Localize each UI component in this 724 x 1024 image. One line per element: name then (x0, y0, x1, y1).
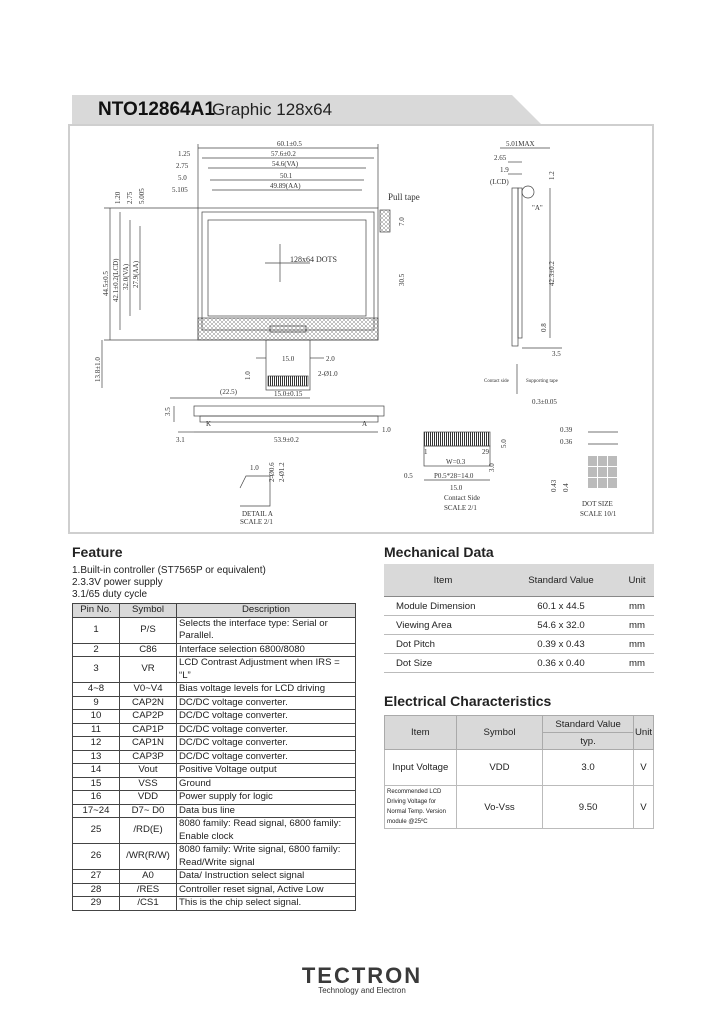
dot-dim-0: 0.39 (560, 426, 573, 434)
table-row (73, 883, 356, 897)
dim-vert-2: 5.005 (138, 188, 146, 204)
elec-header-symbol: Symbol (456, 716, 543, 750)
dim-3-1: 3.1 (176, 436, 185, 444)
front-view (102, 144, 390, 432)
pin-number: 1 (73, 617, 120, 643)
contact-pin-29: 29 (482, 448, 489, 456)
elec-header-typ: typ. (543, 733, 634, 750)
side-dim-9: 0.3±0.05 (532, 398, 557, 406)
supporting-tape-label: Supporting tape (526, 379, 558, 384)
elec-unit: V (633, 786, 653, 829)
electrical-table (384, 715, 654, 829)
dim-vert-0: 1.20 (114, 191, 122, 204)
table-row (73, 723, 356, 737)
table-row (73, 870, 356, 884)
pin-symbol: /RES (120, 883, 177, 897)
feature-item-3: 3.1/65 duty cycle (72, 589, 148, 600)
pin-number: 10 (73, 710, 120, 724)
pin-symbol: VSS (120, 777, 177, 791)
mech-header-unit: Unit (620, 564, 654, 597)
table-row (384, 654, 654, 673)
pin-description: Bias voltage levels for LCD driving (177, 683, 356, 697)
elec-header-unit: Unit (633, 716, 653, 750)
table-row (73, 818, 356, 844)
electrical-title: Electrical Characteristics (384, 693, 552, 709)
dim-1: 1.0 (244, 371, 252, 380)
table-row (73, 791, 356, 805)
table-row (73, 804, 356, 818)
pin-number: 29 (73, 897, 120, 911)
dim-top-4: 49.89(AA) (270, 182, 301, 190)
mech-value: 0.39 x 0.43 (502, 635, 620, 654)
mech-item: Module Dimension (384, 597, 502, 616)
dim-13: 13.8±1.0 (94, 357, 102, 382)
mech-item: Dot Size (384, 654, 502, 673)
mech-unit: mm (620, 616, 654, 635)
pin-symbol: VDD (120, 791, 177, 805)
pin-symbol: V0~V4 (120, 683, 177, 697)
pin-symbol: CAP2P (120, 710, 177, 724)
table-row (73, 683, 356, 697)
page-header (72, 95, 542, 125)
mech-item: Dot Pitch (384, 635, 502, 654)
pin-number: 12 (73, 737, 120, 751)
contact-3: 3.0 (488, 463, 496, 472)
mech-value: 0.36 x 0.40 (502, 654, 620, 673)
pin-description: DC/DC voltage converter. (177, 696, 356, 710)
elec-typ: 3.0 (543, 750, 634, 786)
dot-size-label: DOT SIZE (582, 500, 613, 508)
side-dim-3: (LCD) (490, 178, 509, 186)
dot-dim-2: 0.43 (550, 479, 558, 492)
pin-number: 28 (73, 883, 120, 897)
dim-30: 30.5 (398, 273, 406, 286)
pin-number: 17~24 (73, 804, 120, 818)
dot-size-graphic (588, 432, 618, 444)
pin-description: 8080 family: Write signal, 6800 family: Read/Write signal (177, 844, 356, 870)
pin-description: DC/DC voltage converter. (177, 710, 356, 724)
drawing-svg (70, 126, 652, 532)
dim-15: 15.0 (282, 355, 295, 363)
elec-typ: 9.50 (543, 786, 634, 829)
table-row (384, 616, 654, 635)
dim-top-2: 54.6(VA) (272, 160, 299, 168)
side-dim-0: 5.01MAX (506, 140, 535, 148)
table-row (73, 777, 356, 791)
mechanical-table-body (384, 597, 654, 673)
detail-a-scale: SCALE 2/1 (240, 518, 273, 526)
pin-number: 9 (73, 696, 120, 710)
side-dim-7: 0.8 (540, 323, 548, 332)
mechanical-table (384, 564, 654, 673)
table-row (73, 844, 356, 870)
pin-description: DC/DC voltage converter. (177, 737, 356, 751)
feature-item-1: 1.Built-in controller (ST7565P or equivalent) (72, 565, 266, 576)
model-number: NTO12864A1 (98, 99, 215, 120)
table-row (73, 643, 356, 657)
table-row (73, 617, 356, 643)
dim-left-top-1: 2.75 (176, 162, 189, 170)
pin-description: LCD Contrast Adjustment when IRS = “L” (177, 657, 356, 683)
pin-description: Selects the interface type: Serial or Parallel. (177, 617, 356, 643)
table-row (384, 597, 654, 616)
dot-dim-3: 0.4 (562, 483, 570, 492)
pin-symbol: CAP2N (120, 696, 177, 710)
pin-description: DC/DC voltage converter. (177, 723, 356, 737)
table-row (73, 750, 356, 764)
pin-header-symbol: Symbol (120, 604, 177, 618)
mech-header-value: Standard Value (502, 564, 620, 597)
pin-number: 25 (73, 818, 120, 844)
side-dim-5: "A" (532, 204, 543, 212)
dim-53-9: 53.9±0.2 (274, 436, 299, 444)
brand-tagline: Technology and Electron (318, 986, 406, 995)
contact-pitch: P0.5*28=14.0 (434, 472, 474, 480)
mech-unit: mm (620, 654, 654, 673)
dim-15b: 15.0±0.15 (274, 390, 303, 398)
elec-symbol: VDD (456, 750, 543, 786)
dot-dim-1: 0.36 (560, 438, 573, 446)
mech-item: Viewing Area (384, 616, 502, 635)
table-row (73, 696, 356, 710)
pin-number: 26 (73, 844, 120, 870)
pin-symbol: C86 (120, 643, 177, 657)
detail-dim-06: 2-Ø0.6 (268, 462, 276, 482)
dim-2: 2.0 (326, 355, 335, 363)
contact-w: W=0.3 (446, 458, 466, 466)
elec-row (385, 750, 654, 786)
pin-description: Data bus line (177, 804, 356, 818)
pin-symbol: /CS1 (120, 897, 177, 911)
side-dim-6: 42.3±0.2 (548, 261, 556, 286)
mechanical-drawing (68, 124, 654, 534)
dim-left-2: 32.0(VA) (122, 263, 130, 290)
contact-pin-1: 1 (424, 448, 428, 456)
table-row (384, 635, 654, 654)
pin-description: Data/ Instruction select signal (177, 870, 356, 884)
dim-left-0: 44.5±0.5 (102, 271, 110, 296)
contact-15: 15.0 (450, 484, 463, 492)
pin-symbol: VR (120, 657, 177, 683)
mechanical-title: Mechanical Data (384, 544, 494, 560)
contact-side-title: Contact Side (444, 494, 480, 502)
pin-header-description: Description (177, 604, 356, 618)
detail-dim-12: 2-Ø1.2 (278, 462, 286, 482)
dot-grid (588, 456, 617, 488)
mech-unit: mm (620, 635, 654, 654)
pin-table (72, 603, 356, 911)
dim-top-1: 57.6±0.2 (271, 150, 296, 158)
detail-a-graphic (240, 476, 270, 506)
pin-description: Positive Voltage output (177, 764, 356, 778)
pin-symbol: P/S (120, 617, 177, 643)
side-dim-1: 2.65 (494, 154, 507, 162)
pin-symbol: /WR(R/W) (120, 844, 177, 870)
feature-item-2: 2.3.3V power supply (72, 577, 163, 588)
pin-symbol: CAP3P (120, 750, 177, 764)
dots-label: 128x64 DOTS (290, 255, 337, 264)
pin-description: DC/DC voltage converter. (177, 750, 356, 764)
contact-side-scale: SCALE 2/1 (444, 504, 477, 512)
mark-a: A (362, 420, 368, 428)
pin-header-no: Pin No. (73, 604, 120, 618)
pin-description: Power supply for logic (177, 791, 356, 805)
dim-left-1: 42.1±0.2(LCD) (112, 258, 120, 302)
contact-side-label: Contact side (484, 379, 509, 384)
pin-number: 4~8 (73, 683, 120, 697)
dim-top-0: 60.1±0.5 (277, 140, 302, 148)
pin-description: Controller reset signal, Active Low (177, 883, 356, 897)
elec-symbol: Vo-Vss (456, 786, 543, 829)
side-dim-8: 3.5 (552, 350, 561, 358)
table-row (73, 897, 356, 911)
pin-symbol: A0 (120, 870, 177, 884)
dim-left-top-2: 5.0 (178, 174, 187, 182)
pin-description: Ground (177, 777, 356, 791)
dim-22-5: (22.5) (220, 388, 237, 396)
feature-title: Feature (72, 544, 123, 560)
footer-logo (0, 963, 724, 995)
mech-value: 54.6 x 32.0 (502, 616, 620, 635)
pin-number: 11 (73, 723, 120, 737)
dim-left-3: 27.9(AA) (132, 260, 140, 288)
elec-header-standard: Standard Value (543, 716, 634, 733)
pin-description: Interface selection 6800/8080 (177, 643, 356, 657)
pin-number: 14 (73, 764, 120, 778)
mech-unit: mm (620, 597, 654, 616)
pin-description: 8080 family: Read signal, 6800 family: Enable clock (177, 818, 356, 844)
mech-value: 60.1 x 44.5 (502, 597, 620, 616)
elec-row (385, 786, 654, 829)
side-dim-4: 1.2 (548, 171, 556, 180)
brand-name: TECTRON (301, 963, 423, 988)
dim-1b: 1.0 (382, 426, 391, 434)
pin-number: 16 (73, 791, 120, 805)
detail-dim-1: 1.0 (250, 464, 259, 472)
table-row (73, 737, 356, 751)
table-row (73, 764, 356, 778)
dot-size-scale: SCALE 10/1 (580, 510, 617, 518)
dim-top-3: 50.1 (280, 172, 293, 180)
pin-symbol: D7~ D0 (120, 804, 177, 818)
pull-tape-label: Pull tape (388, 192, 420, 202)
pin-description: This is the chip select signal. (177, 897, 356, 911)
dim-vert-1: 2.75 (126, 191, 134, 204)
dim-left-top-0: 1.25 (178, 150, 191, 158)
hole-label: 2-Ø1.0 (318, 370, 338, 378)
table-row (73, 710, 356, 724)
pin-symbol: CAP1N (120, 737, 177, 751)
pin-number: 2 (73, 643, 120, 657)
dim-7: 7.0 (398, 217, 406, 226)
elec-header-item: Item (385, 716, 457, 750)
mark-k: K (206, 420, 212, 428)
mech-header-item: Item (384, 564, 502, 597)
dim-left-top-3: 5.105 (172, 186, 188, 194)
detail-a-label: DETAIL A (242, 510, 273, 518)
contact-5: 5.0 (500, 439, 508, 448)
contact-05: 0.5 (404, 472, 413, 480)
elec-unit: V (633, 750, 653, 786)
pin-number: 15 (73, 777, 120, 791)
pin-number: 13 (73, 750, 120, 764)
pin-number: 3 (73, 657, 120, 683)
pin-symbol: Vout (120, 764, 177, 778)
table-row (73, 657, 356, 683)
dim-3-5: 3.5 (164, 407, 172, 416)
pin-symbol: /RD(E) (120, 818, 177, 844)
pin-symbol: CAP1P (120, 723, 177, 737)
elec-item: Input Voltage (385, 750, 457, 786)
model-description: Graphic 128x64 (212, 100, 333, 119)
pin-table-body (73, 617, 356, 910)
pin-number: 27 (73, 870, 120, 884)
elec-item: Recommended LCD Driving Voltage for Normal Temp. Version module @25ºC (385, 786, 457, 829)
side-dim-2: 1.9 (500, 166, 509, 174)
